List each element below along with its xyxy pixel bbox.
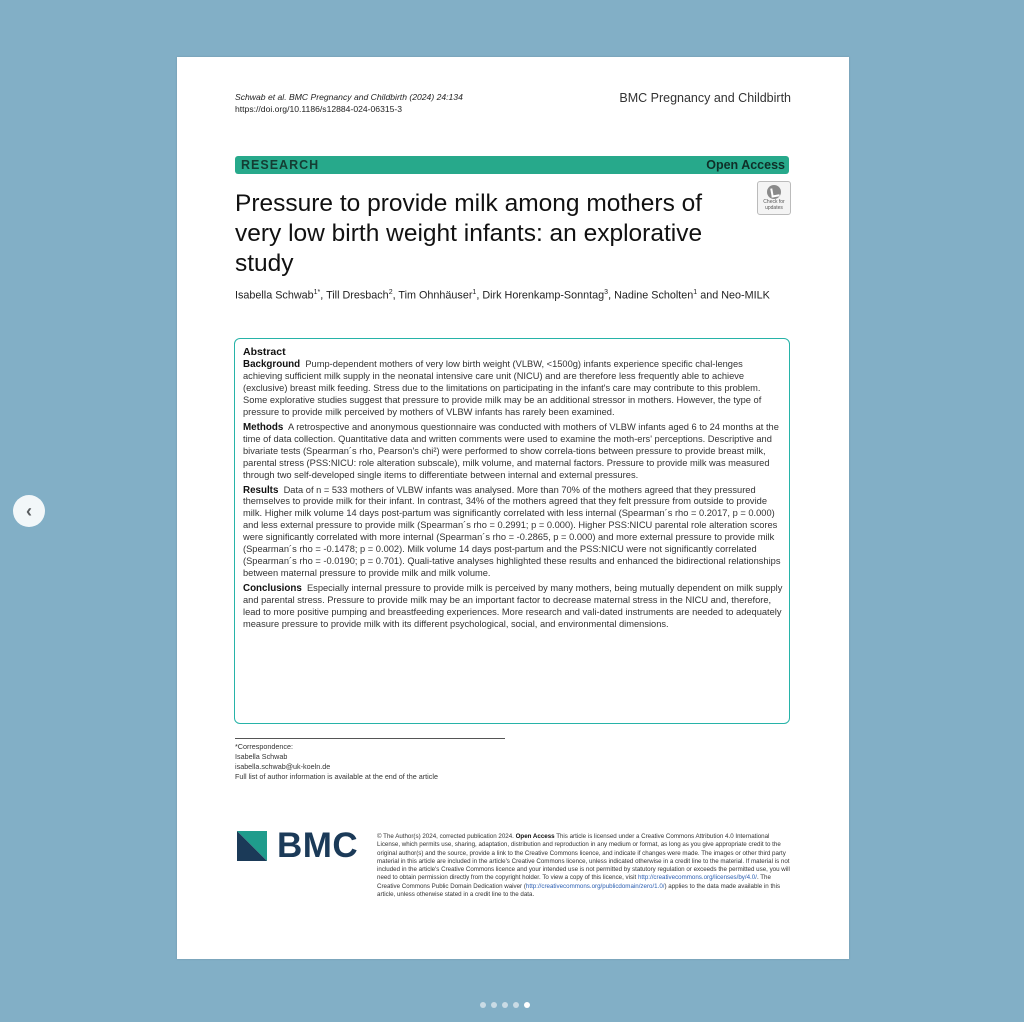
license-link-cc-zero[interactable]: http://creativecommons.org/publicdomain/zero/1.0/ bbox=[525, 882, 665, 890]
license-link-cc-by[interactable]: http://creativecommons.org/licenses/by/4.0/ bbox=[637, 874, 757, 882]
carousel-dot[interactable] bbox=[502, 1002, 508, 1008]
author-name: Isabella Schwab bbox=[235, 289, 314, 302]
carousel-dot[interactable] bbox=[480, 1002, 486, 1008]
paper-page bbox=[177, 57, 849, 959]
correspondence-email[interactable]: isabella.schwab@uk-koeln.de bbox=[235, 762, 331, 771]
results-label: Results bbox=[243, 484, 279, 496]
abstract-background bbox=[243, 359, 784, 419]
license-body-3: ) applies to the data made available in this article, unless otherwise stated in a credit line to the data. bbox=[377, 882, 781, 899]
open-access-label: Open Access bbox=[706, 158, 785, 172]
citation-authors: Schwab et al. bbox=[235, 92, 287, 102]
license-text bbox=[377, 833, 791, 899]
author-affiliation: 3 bbox=[604, 289, 609, 296]
carousel-dots bbox=[480, 995, 535, 1013]
background-label: Background bbox=[243, 359, 301, 370]
citation-header bbox=[235, 91, 463, 115]
author-affiliation: 1 bbox=[693, 289, 698, 296]
methods-label: Methods bbox=[243, 421, 284, 433]
abstract-box bbox=[234, 338, 790, 724]
correspondence-label: *Correspondence: bbox=[235, 742, 293, 751]
abstract-results bbox=[243, 485, 784, 581]
chevron-left-icon: ‹ bbox=[26, 501, 32, 521]
author-name: Dirk Horenkamp-Sonntag bbox=[482, 289, 605, 302]
license-body-2: . The Creative Commons Public Domain Dedication waiver ( bbox=[377, 874, 771, 890]
author-name: Neo-MILK bbox=[721, 289, 770, 302]
conclusions-text: Especially internal pressure to provide milk is perceived by many mothers, being mutually dependent on milk supply and parental stress. Pressure to provide milk may be an important factor to decrease maternal stress in the NICU and, therefore, lead to more positive pumping and breastfeeding experiences. More research and vali-dated instruments are needed to adequately measure pressure to provide milk with its different psychological, social, and environmental dimensions. bbox=[243, 583, 783, 630]
authors-and: and bbox=[700, 289, 719, 302]
citation-journal: BMC Pregnancy and Childbirth (2024) 24:134 bbox=[288, 92, 463, 102]
abstract-heading: Abstract bbox=[243, 346, 286, 358]
article-title: Pressure to provide milk among mothers of very low birth weight infants: an explorative study bbox=[235, 190, 703, 277]
results-text: Data of n = 533 mothers of VLBW infants was analysed. More than 70% of the mothers agreed that they pressured themselves to provide milk for their infant. In contrast, 34% of the mothers agreed that they felt pressure from outside to provide milk. Higher milk volume 14 days post-partum was significantly correlated with less internal (Spearman´s rho = 0.2017, p = 0.000) and less external pressure to provide milk (Spearman´s rho = 0.2991; p = 0.000). Higher PSS:NICU parental role alteration scores were significantly correlated with more internal (Spearman´s rho = -0.2865, p = 0.000) and more external pressure to provide milk (Spearman´s rho = -0.1478; p = 0.002). Milk volume 14 days post-partum and the PSS:NICU were not significantly correlated (Spearman´s rho = -0.0190; p = 0.701). Quali-tative analyses highlighted these results and enhanced the bidirectional relationships between maternal pressure to provide milk and milk volume. bbox=[243, 484, 781, 579]
carousel-dot-active[interactable] bbox=[524, 1002, 530, 1008]
author-name: Tim Ohnhäuser bbox=[398, 289, 473, 302]
abstract-methods bbox=[243, 422, 784, 482]
previous-slide-button[interactable] bbox=[13, 495, 45, 527]
abstract-conclusions bbox=[243, 583, 784, 631]
article-type-label: RESEARCH bbox=[241, 158, 320, 172]
methods-text: A retrospective and anonymous questionnaire was conducted with mothers of VLBW infants aged 6 to 24 months at the time of data collection. Quantitative data and written comments were used to examine the moth-ers' perceptions. Descriptive and bivariate tests (Spearman´s rho, Pearson's chi²) were performed to show correla-tions between pressure to provide breast milk, parental stress (PSS:NICU: role alteration subscale), milk volume, and maternal factors. Pressure to provide milk was measured through two self-developed single items to differentiate between internal and external pressures. bbox=[243, 421, 779, 480]
author-affiliation: 1 bbox=[472, 289, 477, 296]
author-list: Isabella Schwab$^{1*}$, Till Dresbach$^2$, Tim Ohnhäuser$^1$, Dirk Horenkamp-Sonntag$^3$, Nadine Scholten$^1$ and Neo-MILK bbox=[235, 289, 770, 302]
check-updates-label: Check for updates bbox=[763, 199, 785, 211]
author-affiliation: 2 bbox=[388, 289, 393, 296]
license-copyright: © The Author(s) 2024, corrected publication 2024. bbox=[377, 833, 514, 840]
carousel-dot[interactable] bbox=[513, 1002, 519, 1008]
license-open-access: Open Access bbox=[515, 833, 555, 840]
conclusions-label: Conclusions bbox=[243, 583, 302, 595]
background-text: Pump-dependent mothers of very low birth weight (VLBW, <1500g) infants experience specific chal-lenges achieving sufficient milk supply in the neonatal intensive care unit (NICU) and are therefore less frequently able to achieve (exclusive) breast milk feeding. Stress due to the limitations on participating in the infant's care may contribute to this problem. Some explorative studies suggest that pressure to provide milk may be an additional stressor in mothers. However, the type of pressure to provide milk perceived by mothers of VLBW infants has rarely been examined. bbox=[243, 359, 762, 417]
journal-name: BMC Pregnancy and Childbirth bbox=[619, 91, 791, 105]
author-info-note: Full list of author information is available at the end of the article bbox=[235, 772, 438, 781]
author-name: Nadine Scholten bbox=[614, 289, 694, 302]
check-for-updates-badge[interactable] bbox=[757, 181, 791, 215]
license-body: This article is licensed under a Creative Commons Attribution 4.0 International License, which permits use, sharing, adaptation, distribution and reproduction in any medium or format, as long as you give appropriate credit to the original author(s) and the source, provide a link to the Creative Commons licence, and indicate if changes were made. The images or other third party material in this article are included in the article's Creative Commons licence, unless indicated otherwise in a credit line to the material. If material is not included in the article's Creative Commons licence and your intended use is not permitted by statutory regulation or exceeds the permitted use, you will need to obtain permission directly from the copyright holder. To view a copy of this licence, visit bbox=[377, 833, 790, 882]
bmc-logo-text: BMC bbox=[277, 826, 359, 865]
carousel-dot[interactable] bbox=[491, 1002, 497, 1008]
author-name: Till Dresbach bbox=[326, 289, 389, 302]
doi-link[interactable]: https://doi.org/10.1186/s12884-024-06315-3 bbox=[235, 104, 403, 114]
correspondence-name: Isabella Schwab bbox=[235, 752, 288, 761]
article-type-band bbox=[235, 156, 789, 174]
author-affiliation: 1* bbox=[313, 289, 321, 296]
footnote-divider bbox=[235, 738, 505, 739]
check-updates-icon bbox=[767, 185, 781, 199]
correspondence-block bbox=[235, 742, 438, 782]
